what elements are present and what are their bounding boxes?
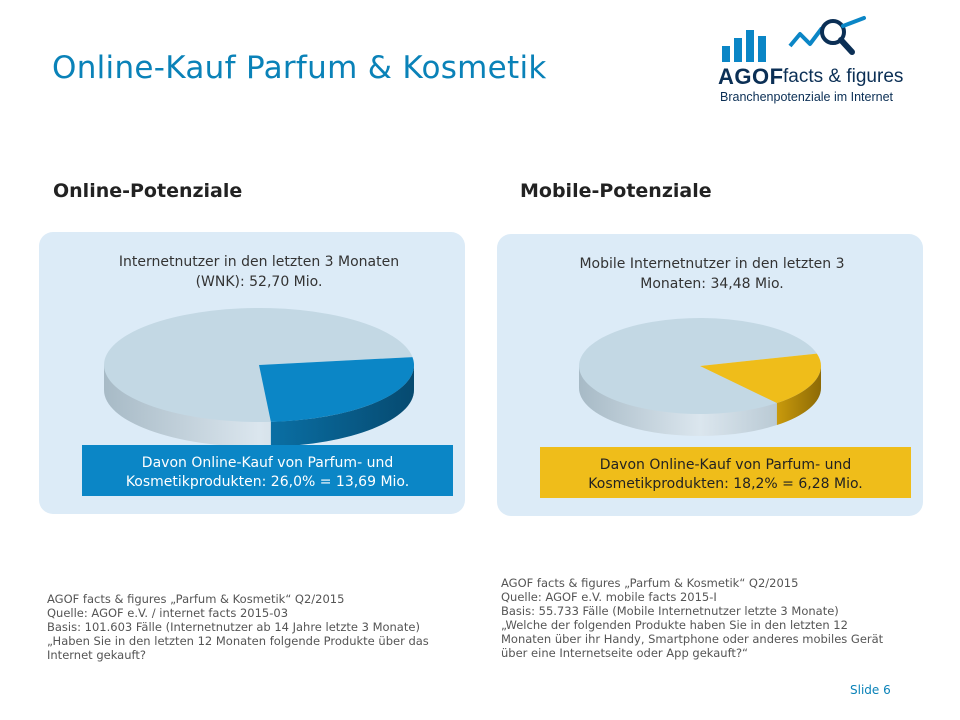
- online-panel: [39, 232, 465, 514]
- online-source-line: „Haben Sie in den letzten 12 Monaten folgende Produkte über das: [47, 634, 429, 648]
- online-source-note: [47, 592, 429, 662]
- mobile-source-note: [501, 576, 883, 660]
- mobile-purchase-callout: Davon Online-Kauf von Parfum- und Kosmetikprodukten: 18,2% = 6,28 Mio.: [540, 447, 911, 498]
- online-pie-chart: [99, 308, 419, 458]
- mobile-source-line: AGOF facts & figures „Parfum & Kosmetik“ Q2/2015: [501, 576, 799, 590]
- mobile-heading: Mobile-Potenziale: [520, 180, 712, 202]
- mobile-pie-chart: [575, 316, 825, 456]
- online-source-line: Basis: 101.603 Fälle (Internetnutzer ab 14 Jahre letzte 3 Monate): [47, 620, 420, 634]
- logo-tagline: Branchenpotenziale im Internet: [720, 90, 894, 104]
- online-heading: Online-Potenziale: [53, 180, 243, 202]
- mobile-source-line: Monaten über ihr Handy, Smartphone oder anderes mobiles Gerät: [501, 632, 884, 646]
- logo-name: facts & figures: [783, 66, 904, 87]
- agof-logo: [718, 14, 938, 106]
- slide-number: Slide 6: [850, 683, 891, 697]
- online-users-label: Internetnutzer in den letzten 3 Monaten (WNK): 52,70 Mio.: [118, 254, 400, 290]
- online-source-line: Internet gekauft?: [47, 648, 146, 662]
- online-purchase-callout: Davon Online-Kauf von Parfum- und Kosmetikprodukten: 26,0% = 13,69 Mio.: [82, 445, 453, 496]
- chart-magnifier-logo-icon: [718, 14, 938, 66]
- page-title: Online-Kauf Parfum & Kosmetik: [52, 50, 547, 86]
- online-source-line: AGOF facts & figures „Parfum & Kosmetik“ Q2/2015: [47, 592, 345, 606]
- logo-brand: AGOF: [718, 64, 784, 89]
- mobile-source-line: „Welche der folgenden Produkte haben Sie in den letzten 12: [501, 618, 848, 632]
- mobile-source-line: Basis: 55.733 Fälle (Mobile Internetnutzer letzte 3 Monate): [501, 604, 839, 618]
- online-source-line: Quelle: AGOF e.V. / internet facts 2015-03: [47, 606, 289, 620]
- mobile-users-label: Mobile Internetnutzer in den letzten 3 Monaten: 34,48 Mio.: [579, 256, 845, 292]
- mobile-panel: [497, 234, 923, 516]
- mobile-source-line: Quelle: AGOF e.V. mobile facts 2015-I: [501, 590, 717, 604]
- mobile-source-line: über eine Internetseite oder App gekauft?“: [501, 646, 749, 660]
